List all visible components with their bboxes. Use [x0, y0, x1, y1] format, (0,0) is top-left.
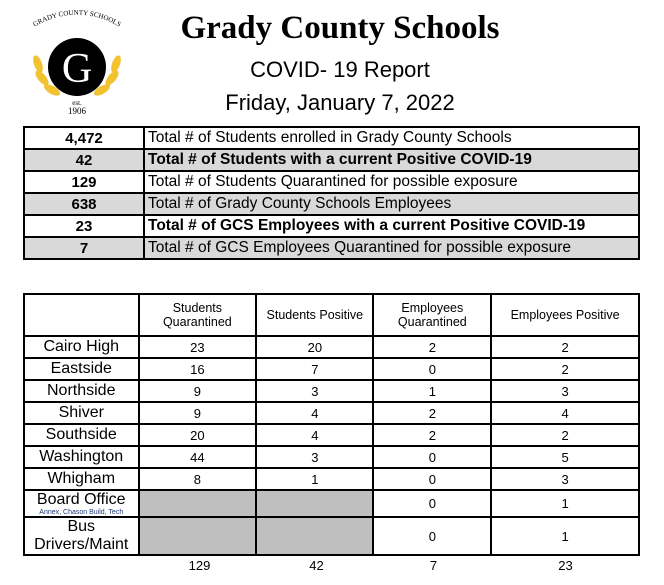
- school-name: [24, 380, 139, 402]
- summary-label: Total # of Students with a current Positive COVID-19: [144, 149, 639, 171]
- table-row: [24, 402, 639, 424]
- school-logo: [22, 8, 132, 116]
- school-name: [24, 517, 139, 555]
- table-cell: 20: [139, 424, 257, 446]
- summary-label: Total # of GCS Employees Quarantined for possible exposure: [144, 237, 639, 259]
- table-cell: 9: [139, 402, 257, 424]
- column-header: Employees Quarantined: [373, 294, 491, 336]
- table-row: [24, 380, 639, 402]
- column-total: 129: [188, 558, 211, 573]
- table-cell: 2: [491, 358, 639, 380]
- table-cell: 2: [373, 402, 491, 424]
- summary-label: Total # of Grady County Schools Employees: [144, 193, 639, 215]
- table-cell: 3: [256, 446, 373, 468]
- table-cell: 20: [256, 336, 373, 358]
- table-row: [24, 517, 639, 555]
- table-row: [24, 446, 639, 468]
- report-date: Friday, January 7, 2022: [225, 90, 455, 115]
- table-cell: 2: [491, 336, 639, 358]
- school-note: Annex, Chason Build, Tech: [39, 509, 124, 516]
- summary-row: [24, 149, 639, 171]
- summary-row: [24, 193, 639, 215]
- table-cell: 2: [491, 424, 639, 446]
- school-label: Cairo High: [43, 338, 120, 355]
- table-cell: 0: [373, 468, 491, 490]
- school-label: Eastside: [50, 360, 112, 377]
- page-title: Grady County Schools: [180, 10, 500, 46]
- summary-row: [24, 171, 639, 193]
- table-cell: 0: [373, 446, 491, 468]
- summary-value: 23: [24, 215, 144, 237]
- table-cell: 2: [373, 336, 491, 358]
- school-name: [24, 446, 139, 468]
- school-label: Bus Drivers/Maint: [34, 518, 129, 553]
- summary-label: Total # of Students enrolled in Grady County Schools: [144, 127, 639, 149]
- column-header: Employees Positive: [491, 294, 639, 336]
- table-cell: 4: [491, 402, 639, 424]
- table-cell: 1: [491, 517, 639, 555]
- table-cell: 3: [256, 380, 373, 402]
- table-cell: 23: [139, 336, 257, 358]
- svg-text:est.: est.: [72, 99, 82, 107]
- table-cell: 4: [256, 402, 373, 424]
- table-row: [24, 336, 639, 358]
- school-breakdown-table: [23, 293, 640, 556]
- summary-table: [23, 126, 640, 260]
- table-cell: 0: [373, 490, 491, 517]
- table-cell: 2: [373, 424, 491, 446]
- summary-value: 129: [24, 171, 144, 193]
- summary-value: 4,472: [24, 127, 144, 149]
- summary-value: 638: [24, 193, 144, 215]
- school-name: [24, 336, 139, 358]
- table-cell: [139, 490, 257, 517]
- table-cell: 0: [373, 517, 491, 555]
- table-cell: 16: [139, 358, 257, 380]
- column-header: Students Quarantined: [139, 294, 257, 336]
- column-total: 23: [558, 558, 573, 573]
- table-cell: 7: [256, 358, 373, 380]
- table-cell: 3: [491, 468, 639, 490]
- school-label: Northside: [47, 382, 116, 399]
- school-name: [24, 402, 139, 424]
- school-name: [24, 358, 139, 380]
- summary-value: 42: [24, 149, 144, 171]
- column-total: 42: [309, 558, 324, 573]
- summary-label: Total # of GCS Employees with a current Positive COVID-19: [144, 215, 639, 237]
- school-label: Board Office: [36, 491, 126, 508]
- table-cell: 44: [139, 446, 257, 468]
- school-label: Washington: [39, 448, 124, 465]
- school-label: Shiver: [58, 404, 104, 421]
- summary-row: [24, 237, 639, 259]
- table-cell: 1: [256, 468, 373, 490]
- report-subtitle: COVID- 19 Report: [250, 57, 430, 82]
- table-cell: 1: [491, 490, 639, 517]
- header-row: [24, 294, 639, 336]
- table-cell: 8: [139, 468, 257, 490]
- table-row: [24, 424, 639, 446]
- school-label: Whigham: [47, 470, 116, 487]
- summary-value: 7: [24, 237, 144, 259]
- table-cell: 0: [373, 358, 491, 380]
- column-total: 7: [429, 558, 438, 573]
- summary-row: [24, 215, 639, 237]
- column-header: Students Positive: [256, 294, 373, 336]
- school-label: Southside: [45, 426, 117, 443]
- table-row: [24, 468, 639, 490]
- summary-label: Total # of Students Quarantined for possible exposure: [144, 171, 639, 193]
- summary-row: [24, 127, 639, 149]
- svg-text:G: G: [61, 46, 93, 92]
- table-row: [24, 358, 639, 380]
- table-cell: 5: [491, 446, 639, 468]
- school-name: [24, 424, 139, 446]
- svg-text:1906: 1906: [68, 106, 86, 116]
- table-cell: 1: [373, 380, 491, 402]
- table-cell: [256, 490, 373, 517]
- table-cell: 9: [139, 380, 257, 402]
- table-cell: 3: [491, 380, 639, 402]
- svg-text:GRADY COUNTY SCHOOLS: GRADY COUNTY SCHOOLS: [31, 8, 123, 29]
- school-name: [24, 490, 139, 517]
- table-cell: 4: [256, 424, 373, 446]
- table-cell: [139, 517, 257, 555]
- school-name: [24, 468, 139, 490]
- table-cell: [256, 517, 373, 555]
- table-row: [24, 490, 639, 517]
